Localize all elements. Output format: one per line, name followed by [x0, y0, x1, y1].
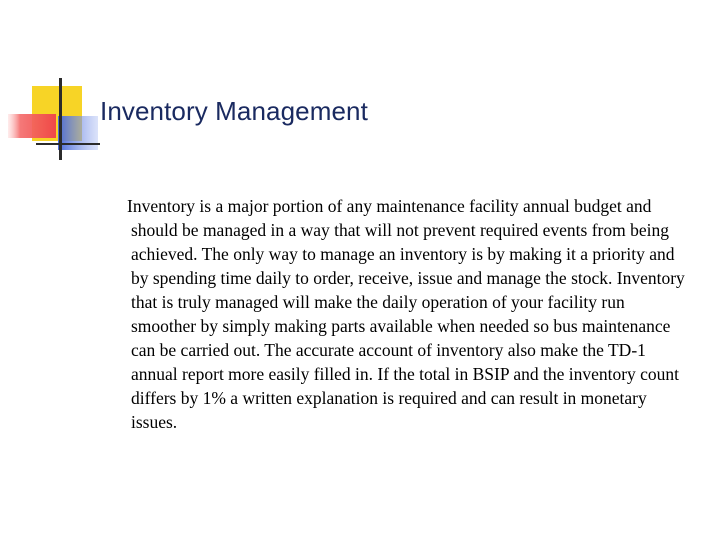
- deco-horizontal-rule: [36, 143, 100, 145]
- corner-decoration: [0, 0, 100, 170]
- slide-title: Inventory Management: [100, 96, 368, 126]
- deco-red-bar: [8, 114, 56, 138]
- deco-vertical-rule: [59, 78, 62, 160]
- slide-body-text: Inventory is a major portion of any maintenance facility annual budget and should be managed in a way that will not prevent required events from being achieved. The only way to manage an inventory is by making it a priority and by spending time daily to order, receive, issue and manage the stock. Inventory that is truly managed will make the daily operation of your facility run smoother by simply making parts available when needed so bus maintenance can be carried out. The accurate account of inventory also make the TD-1 annual report more easily filled in. If the total in BSIP and the inventory count differs by 1% a written explanation is required and can result in monetary issues.: [127, 196, 685, 432]
